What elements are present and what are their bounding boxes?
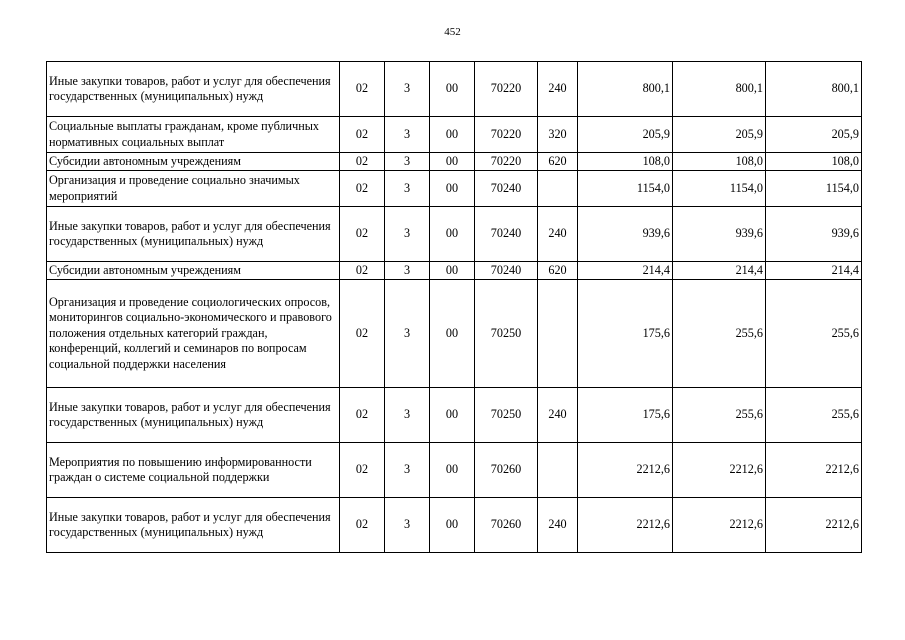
amount-year-1: 214,4 (578, 262, 673, 280)
code-target: 70240 (475, 262, 538, 280)
amount-year-3: 255,6 (766, 280, 862, 388)
amount-year-3: 255,6 (766, 388, 862, 443)
row-name: Организация и проведение социально значимых мероприятий (47, 171, 340, 207)
table-row (47, 117, 862, 153)
table-body (47, 62, 862, 553)
code-target: 70250 (475, 280, 538, 388)
amount-year-2: 939,6 (673, 207, 766, 262)
amount-year-1: 108,0 (578, 153, 673, 171)
code-expense-type (538, 171, 578, 207)
code-subprogram: 00 (430, 117, 475, 153)
row-name: Социальные выплаты гражданам, кроме публичных нормативных социальных выплат (47, 117, 340, 153)
code-subprogram: 00 (430, 262, 475, 280)
code-program: 3 (385, 498, 430, 553)
code-subprogram: 00 (430, 207, 475, 262)
code-target: 70260 (475, 498, 538, 553)
amount-year-3: 2212,6 (766, 443, 862, 498)
code-section: 02 (340, 498, 385, 553)
code-expense-type (538, 443, 578, 498)
row-name: Иные закупки товаров, работ и услуг для обеспечения государственных (муниципальных) нужд (47, 207, 340, 262)
table-row (47, 388, 862, 443)
amount-year-3: 108,0 (766, 153, 862, 171)
code-target: 70260 (475, 443, 538, 498)
code-section: 02 (340, 62, 385, 117)
code-expense-type (538, 280, 578, 388)
table-row (47, 443, 862, 498)
code-section: 02 (340, 153, 385, 171)
amount-year-2: 1154,0 (673, 171, 766, 207)
table-row (47, 498, 862, 553)
table-row (47, 153, 862, 171)
code-subprogram: 00 (430, 62, 475, 117)
code-program: 3 (385, 443, 430, 498)
amount-year-3: 205,9 (766, 117, 862, 153)
row-name: Субсидии автономным учреждениям (47, 153, 340, 171)
amount-year-2: 205,9 (673, 117, 766, 153)
code-expense-type: 240 (538, 498, 578, 553)
code-section: 02 (340, 171, 385, 207)
code-target: 70250 (475, 388, 538, 443)
code-program: 3 (385, 262, 430, 280)
code-subprogram: 00 (430, 153, 475, 171)
table-row (47, 171, 862, 207)
code-program: 3 (385, 171, 430, 207)
code-section: 02 (340, 443, 385, 498)
row-name: Иные закупки товаров, работ и услуг для обеспечения государственных (муниципальных) нужд (47, 62, 340, 117)
code-program: 3 (385, 280, 430, 388)
code-section: 02 (340, 262, 385, 280)
table-row (47, 280, 862, 388)
code-program: 3 (385, 207, 430, 262)
code-section: 02 (340, 117, 385, 153)
amount-year-3: 800,1 (766, 62, 862, 117)
amount-year-2: 255,6 (673, 280, 766, 388)
code-expense-type: 620 (538, 153, 578, 171)
table-row (47, 62, 862, 117)
row-name: Организация и проведение социологических опросов, мониторингов социально-экономического и правового положения отдельных категорий граждан, конференций, коллегий и семинаров по вопросам социальной поддержки населения (47, 280, 340, 388)
code-target: 70240 (475, 171, 538, 207)
code-subprogram: 00 (430, 443, 475, 498)
amount-year-1: 2212,6 (578, 443, 673, 498)
table-row (47, 207, 862, 262)
code-subprogram: 00 (430, 388, 475, 443)
code-program: 3 (385, 62, 430, 117)
amount-year-1: 939,6 (578, 207, 673, 262)
amount-year-2: 108,0 (673, 153, 766, 171)
code-expense-type: 320 (538, 117, 578, 153)
amount-year-2: 800,1 (673, 62, 766, 117)
row-name: Мероприятия по повышению информированности граждан о системе социальной поддержки (47, 443, 340, 498)
page-number: 452 (444, 26, 461, 38)
amount-year-1: 205,9 (578, 117, 673, 153)
amount-year-1: 175,6 (578, 280, 673, 388)
code-expense-type: 240 (538, 62, 578, 117)
budget-table (46, 61, 862, 553)
amount-year-3: 2212,6 (766, 498, 862, 553)
amount-year-2: 2212,6 (673, 443, 766, 498)
amount-year-3: 214,4 (766, 262, 862, 280)
code-expense-type: 240 (538, 207, 578, 262)
table-row (47, 262, 862, 280)
amount-year-1: 2212,6 (578, 498, 673, 553)
code-program: 3 (385, 117, 430, 153)
row-name: Субсидии автономным учреждениям (47, 262, 340, 280)
code-subprogram: 00 (430, 498, 475, 553)
code-target: 70220 (475, 153, 538, 171)
code-target: 70220 (475, 62, 538, 117)
code-target: 70240 (475, 207, 538, 262)
amount-year-2: 214,4 (673, 262, 766, 280)
amount-year-2: 255,6 (673, 388, 766, 443)
code-program: 3 (385, 153, 430, 171)
code-section: 02 (340, 207, 385, 262)
code-subprogram: 00 (430, 280, 475, 388)
row-name: Иные закупки товаров, работ и услуг для обеспечения государственных (муниципальных) нужд (47, 498, 340, 553)
code-subprogram: 00 (430, 171, 475, 207)
code-section: 02 (340, 280, 385, 388)
amount-year-1: 1154,0 (578, 171, 673, 207)
amount-year-1: 175,6 (578, 388, 673, 443)
amount-year-3: 939,6 (766, 207, 862, 262)
code-program: 3 (385, 388, 430, 443)
amount-year-1: 800,1 (578, 62, 673, 117)
amount-year-2: 2212,6 (673, 498, 766, 553)
code-target: 70220 (475, 117, 538, 153)
code-expense-type: 620 (538, 262, 578, 280)
amount-year-3: 1154,0 (766, 171, 862, 207)
row-name: Иные закупки товаров, работ и услуг для обеспечения государственных (муниципальных) нужд (47, 388, 340, 443)
code-section: 02 (340, 388, 385, 443)
code-expense-type: 240 (538, 388, 578, 443)
